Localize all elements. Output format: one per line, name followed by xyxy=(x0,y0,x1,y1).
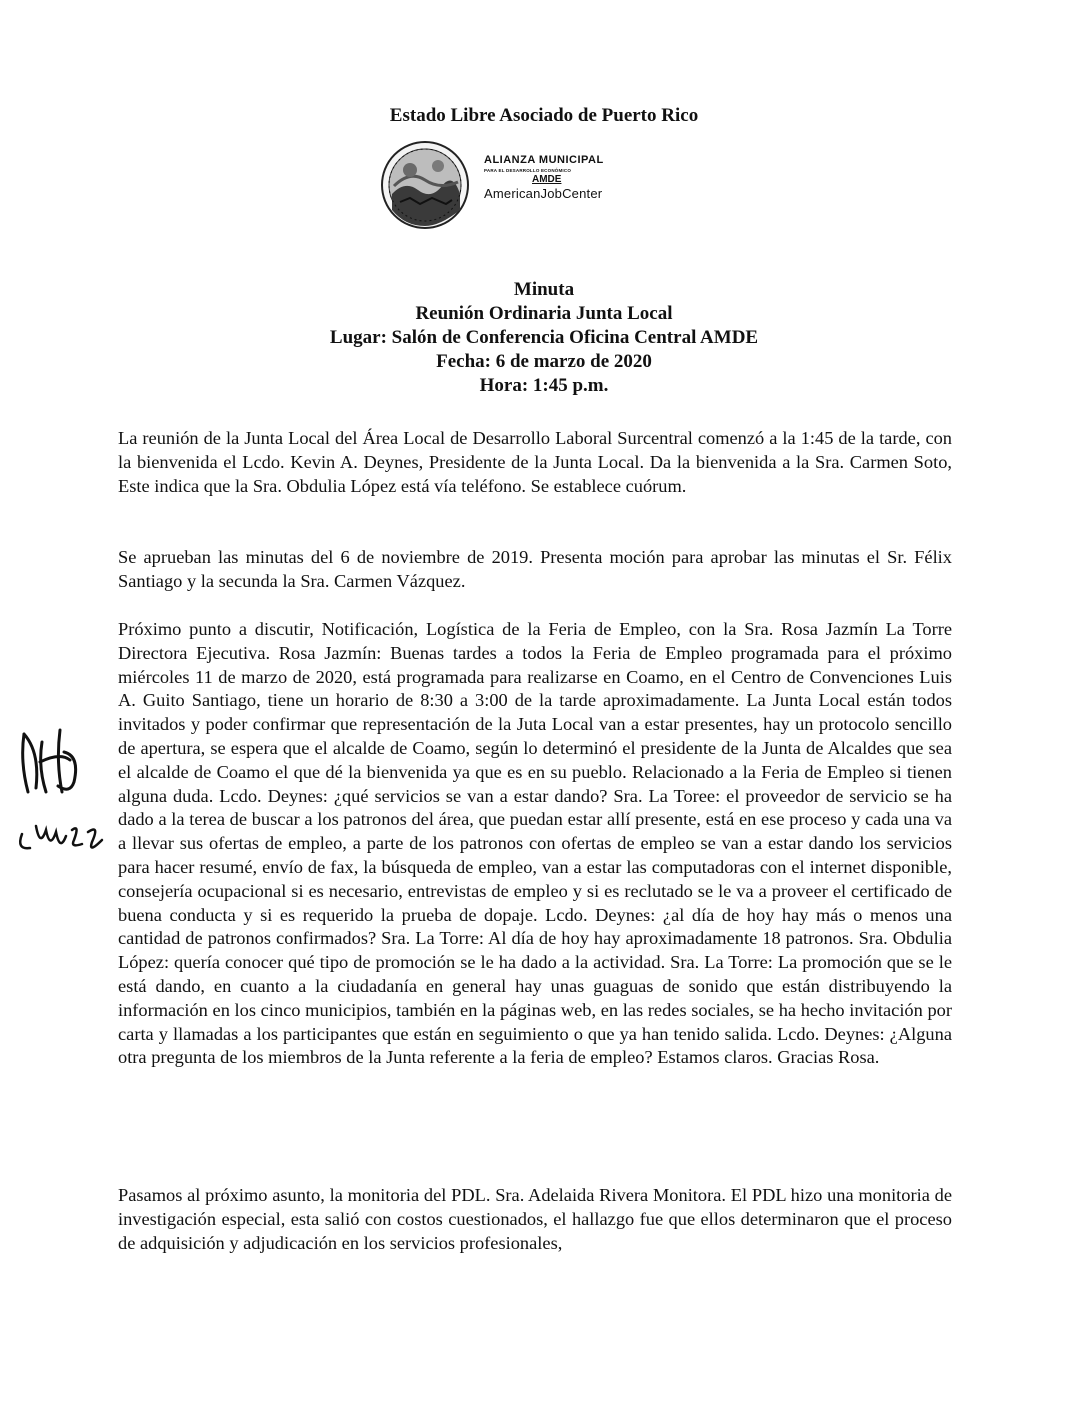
paragraph-monitoring: Pasamos al próximo asunto, la monitoria del PDL. Sra. Adelaida Rivera Monitora. El PDL hizo una monitoria de investigación especial, esta salió con costos cuestionados, el hallazgo fue que ellos determinaron que el proceso de adquisición y adjudicación en los servicios profesionales, xyxy=(118,1185,952,1253)
meeting-time: Hora: 1:45 p.m. xyxy=(479,375,609,396)
organization-logo xyxy=(380,140,650,232)
paragraph-minutes-approval: Se aprueban las minutas del 6 de noviembre de 2019. Presenta moción para aprobar las minutas el Sr. Félix Santiago y la secunda la Sra. Carmen Vázquez. xyxy=(118,547,952,591)
logo-tagline: AmericanJobCenter xyxy=(484,186,603,201)
paragraph-opening: La reunión de la Junta Local del Área Local de Desarrollo Laboral Surcentral comenzó a la 1:45 de la tarde, con la bienvenida el Lcdo. Kevin A. Deynes, Presidente de la Junta Local. Da la bienvenida a la Sra. Carmen Soto, Este indica que la Sra. Obdulia López está vía teléfono. Se establece cuórum. xyxy=(118,428,952,496)
meeting-date: Fecha: 6 de marzo de 2020 xyxy=(436,351,652,372)
paragraph-job-fair: Próximo punto a discutir, Notificación, Logística de la Feria de Empleo, con la Sra. Rosa Jazmín La Torre Directora Ejecutiva. Rosa Jazmín: Buenas tardes a todos la Feria de Empleo programada para el próximo miércoles 11 de marzo de 2020, está programada para realizarse en Coamo, en el Centro de Convenciones Luis A. Guito Santiago, tiene un horario de 8:30 a 3:00 de la tarde aproximadamente. La Junta Local están todos invitados y poder confirmar que representación de la Juta Local van a estar presentes, hay un protocolo sencillo de apertura, se espera que el alcalde de Coamo, según lo determinó el presidente de la Junta de Alcaldes que sea el alcalde de Coamo el que dé la bienvenida ya que es en su pueblo. Relacionado a la Feria de Empleo si tienen alguna duda. Lcdo. Deynes: ¿qué servicios se van a estar dando? Sra. La Toree: el proveedor de servicio se ha dado a la terea de buscar a los patronos del área, que puedan estar allí presente, está en ese proceso y cada una va a llevar sus ofertas de empleo, a parte de los patronos con ofertas de empleo se van a estar dando los servicios para hacer resumé, envío de fax, la búsqueda de empleo, van a estar las computadoras con el internet disponible, consejería ocupacional si es necesario, entrevistas de empleo y si es reclutado se le va a proveer el certificado de buena conducta y si es requerido la prueba de dopaje. Lcdo. Deynes: ¿al día de hoy hay más o menos una cantidad de patronos confirmados? Sra. La Torre: Al día de hoy hay aproximadamente 18 patronos. Sra. Obdulia López: quería conocer qué tipo de promoción se le ha dado a la actividad. Sra. La Torre: La promoción que se le está dando, en cuanto a la ciudadanía en general hay unas guaguas de sonido que están distribuyendo la información en los cinco municipios, también en la páginas web, en las redes sociales, se ha hecho invitación por carta y llamadas a los participantes que están en seguimiento o que ya han tenido salida. Lcdo. Deynes: ¿Alguna otra pregunta de los miembros de la Junta referente a la feria de empleo? Estamos claros. Gracias Rosa. xyxy=(118,619,952,1068)
logo-org-subtitle: PARA EL DESARROLLO ECONÓMICO xyxy=(484,168,572,173)
seal-emblem-icon xyxy=(380,140,470,230)
logo-org-name: ALIANZA MUNICIPAL xyxy=(484,154,604,166)
meeting-type: Reunión Ordinaria Junta Local xyxy=(415,303,673,324)
meeting-place: Lugar: Salón de Conferencia Oficina Central AMDE xyxy=(329,327,759,348)
logo-text xyxy=(484,154,654,202)
minutes-heading xyxy=(0,278,1088,398)
document-title: Minuta xyxy=(513,279,575,300)
header-title: Estado Libre Asociado de Puerto Rico xyxy=(389,105,699,126)
handwritten-initials xyxy=(10,722,120,872)
logo-acronym: AMDE xyxy=(532,174,562,185)
